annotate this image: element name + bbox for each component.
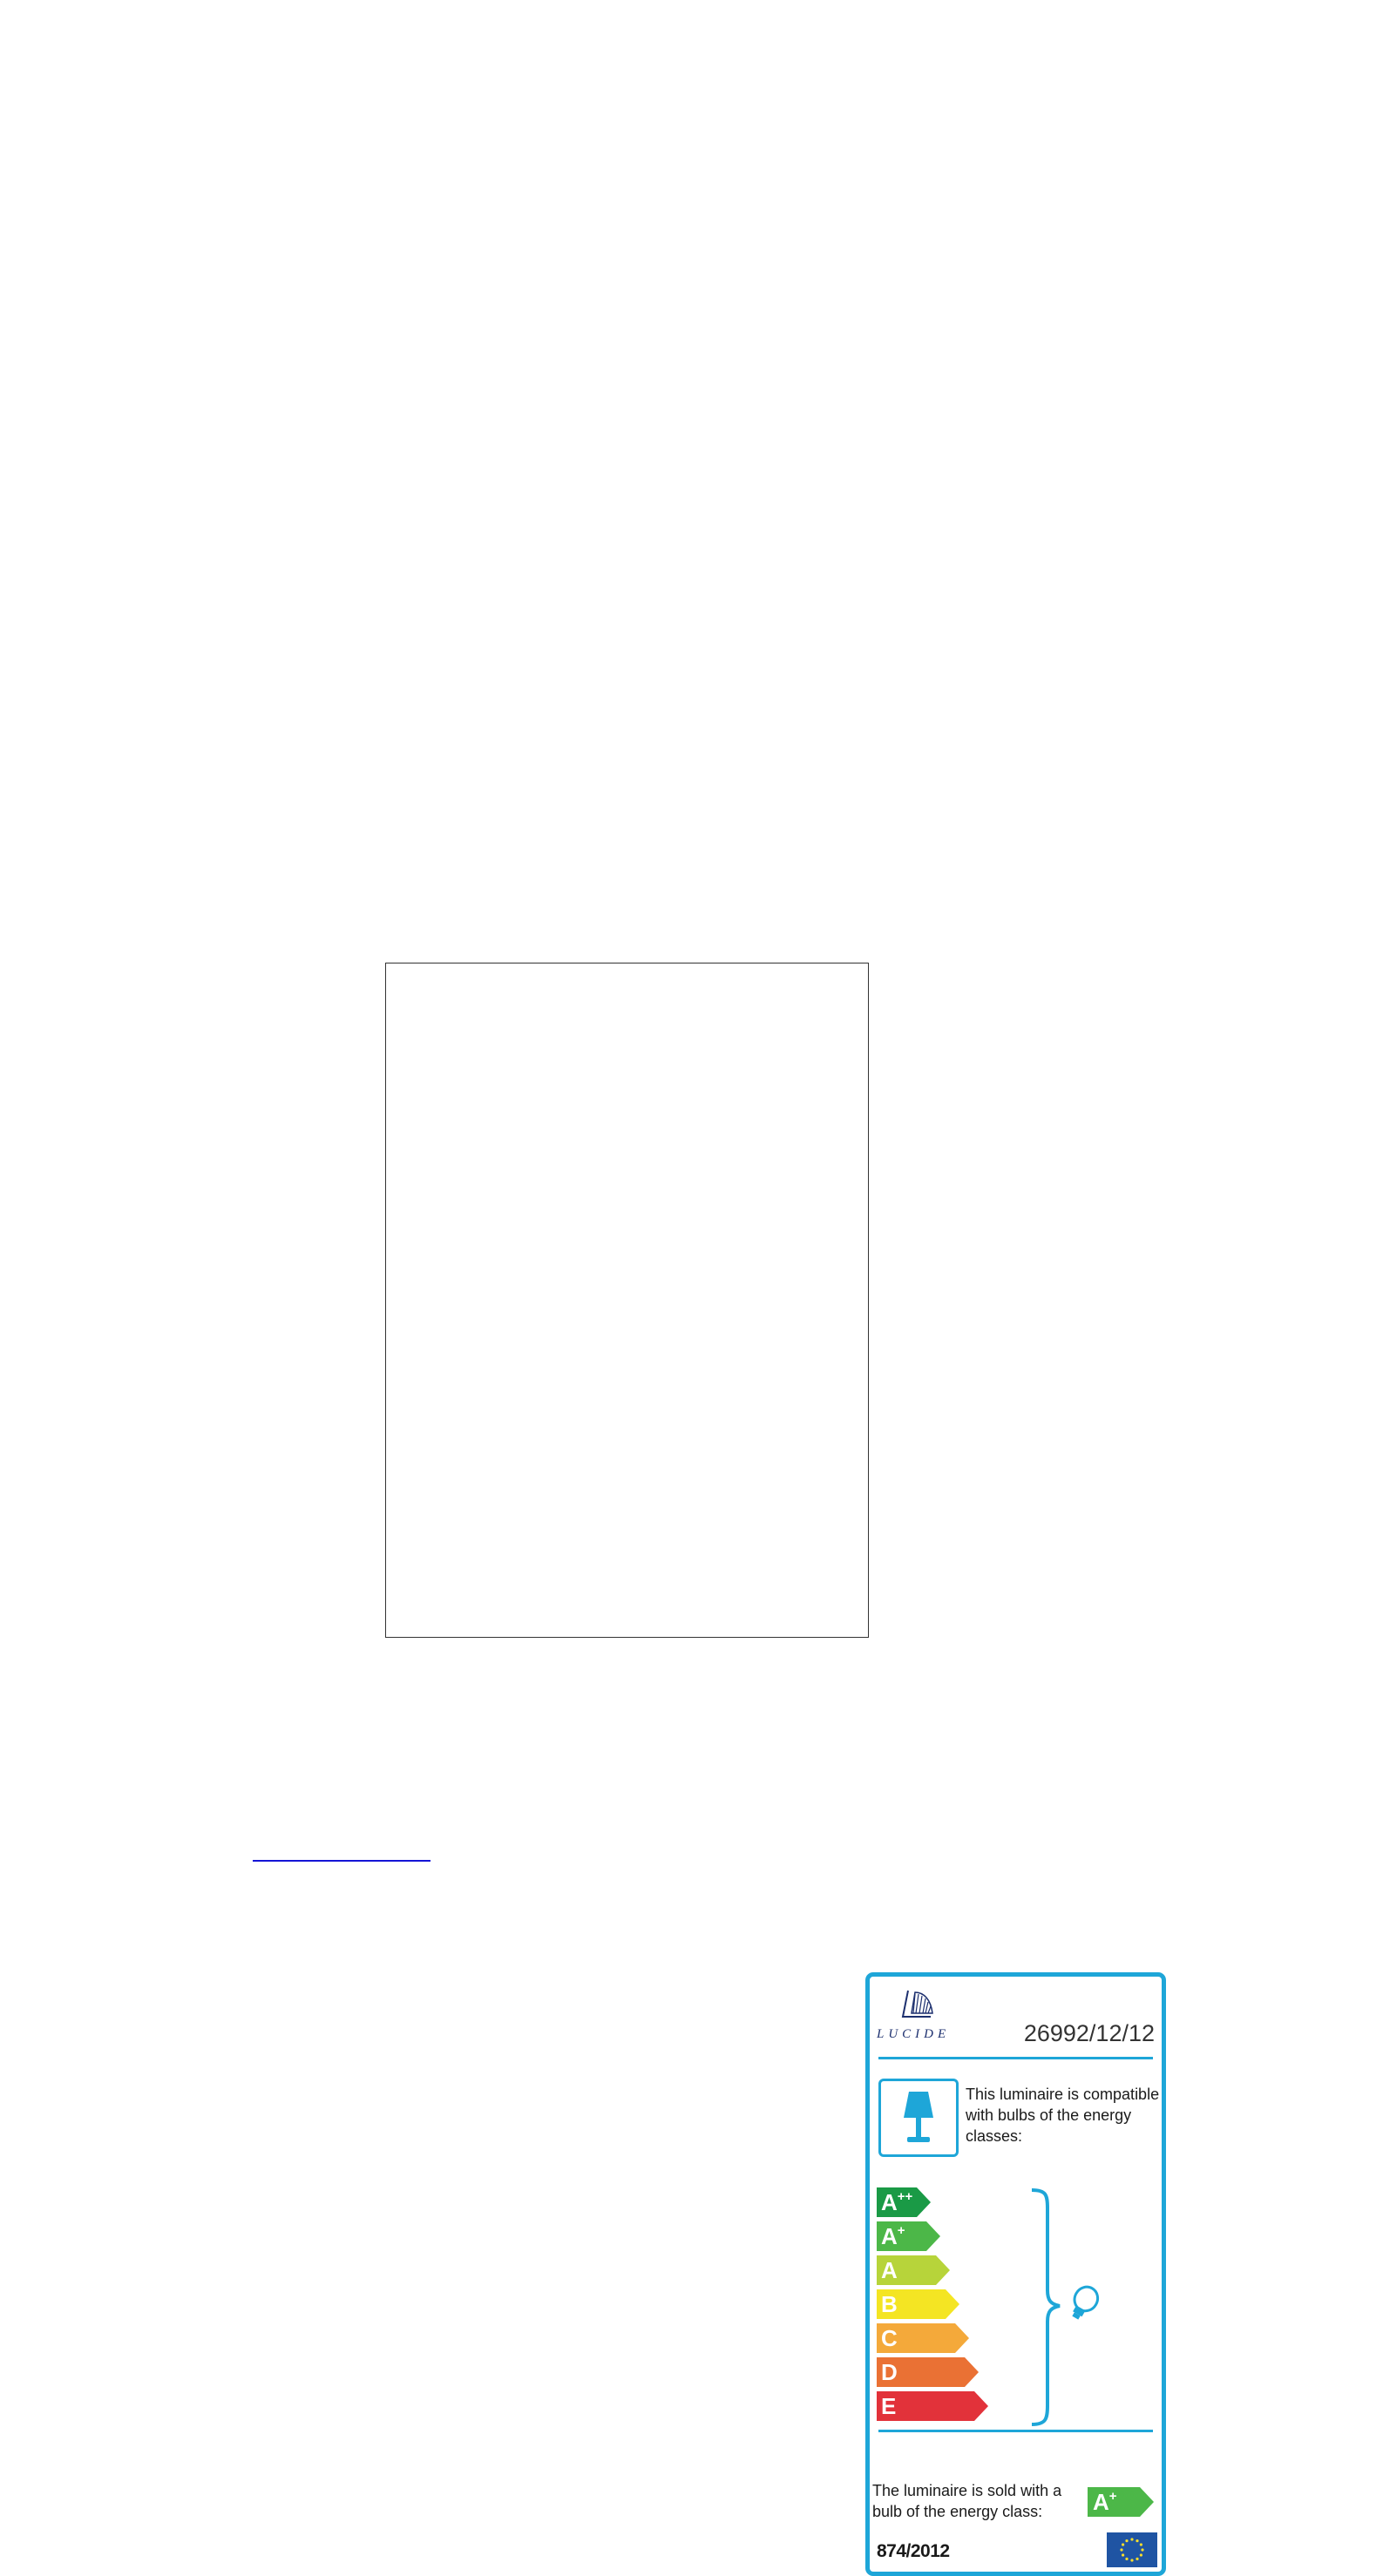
energy-class-bar [877,2255,950,2285]
eu-star [1125,2558,1128,2560]
eu-flag [1107,2532,1157,2567]
lamp-icon-box [878,2079,959,2157]
lucide-logo-icon [877,1987,955,2027]
light-bulb-icon [1061,2285,1114,2329]
energy-label [865,1972,1166,2576]
eu-star [1136,2558,1138,2560]
class-letter: C [881,2325,898,2351]
brand-logo-text: LUCIDE [877,2027,951,2041]
energy-class-letter [881,2289,898,2319]
energy-class-bar [877,2323,969,2353]
energy-class-letter [881,2221,905,2251]
energy-class-scale [877,2187,999,2427]
eu-star [1125,2539,1128,2542]
brand-logo [877,1987,955,2041]
class-letter: E [881,2393,897,2419]
class-superscript: + [897,2223,905,2238]
sold-with-class-letter [1093,2487,1117,2517]
bottom-divider [878,2430,1153,2432]
energy-class-letter [881,2357,898,2387]
eu-star [1140,2553,1142,2556]
footer-link[interactable] [253,1842,430,1862]
class-letter: A [881,2189,898,2215]
eu-star [1141,2548,1143,2551]
top-divider [878,2057,1153,2059]
class-letter: A [881,2223,898,2249]
eu-star [1130,2538,1133,2540]
sold-with-energy-class [1088,2487,1154,2517]
label-frame [385,963,1160,2561]
energy-class-bar [877,2357,979,2387]
eu-star [1140,2543,1142,2546]
model-number: 26992/12/12 [1023,2020,1155,2046]
energy-class-letter [881,2323,898,2353]
class-letter: D [881,2359,898,2385]
eu-star [1122,2543,1124,2546]
energy-class-bar [877,2187,931,2217]
regulation-number: 874/2012 [877,2541,950,2561]
compatibility-text: This luminaire is compatible with bulbs of the energy classes: [966,2086,1160,2145]
eu-star [1130,2559,1133,2561]
class-letter: A [881,2257,898,2283]
energy-class-letter [881,2391,896,2421]
energy-class-letter [881,2187,912,2217]
table-lamp-icon [881,2081,956,2154]
class-letter: B [881,2291,898,2317]
eu-star [1136,2539,1138,2542]
class-superscript: + [1108,2489,1117,2504]
sold-with-text: The luminaire is sold with a bulb of the energy class: [872,2482,1062,2520]
eu-star [1122,2553,1124,2556]
class-letter: A [1093,2489,1109,2515]
energy-class-bracket [1027,2187,1122,2427]
energy-class-bar [877,2391,988,2421]
class-superscript: ++ [897,2189,913,2204]
energy-class-bar [877,2289,959,2319]
eu-flag-icon [1107,2532,1157,2567]
eu-star [1120,2548,1122,2551]
energy-class-bar [877,2221,940,2251]
energy-class-letter [881,2255,898,2285]
